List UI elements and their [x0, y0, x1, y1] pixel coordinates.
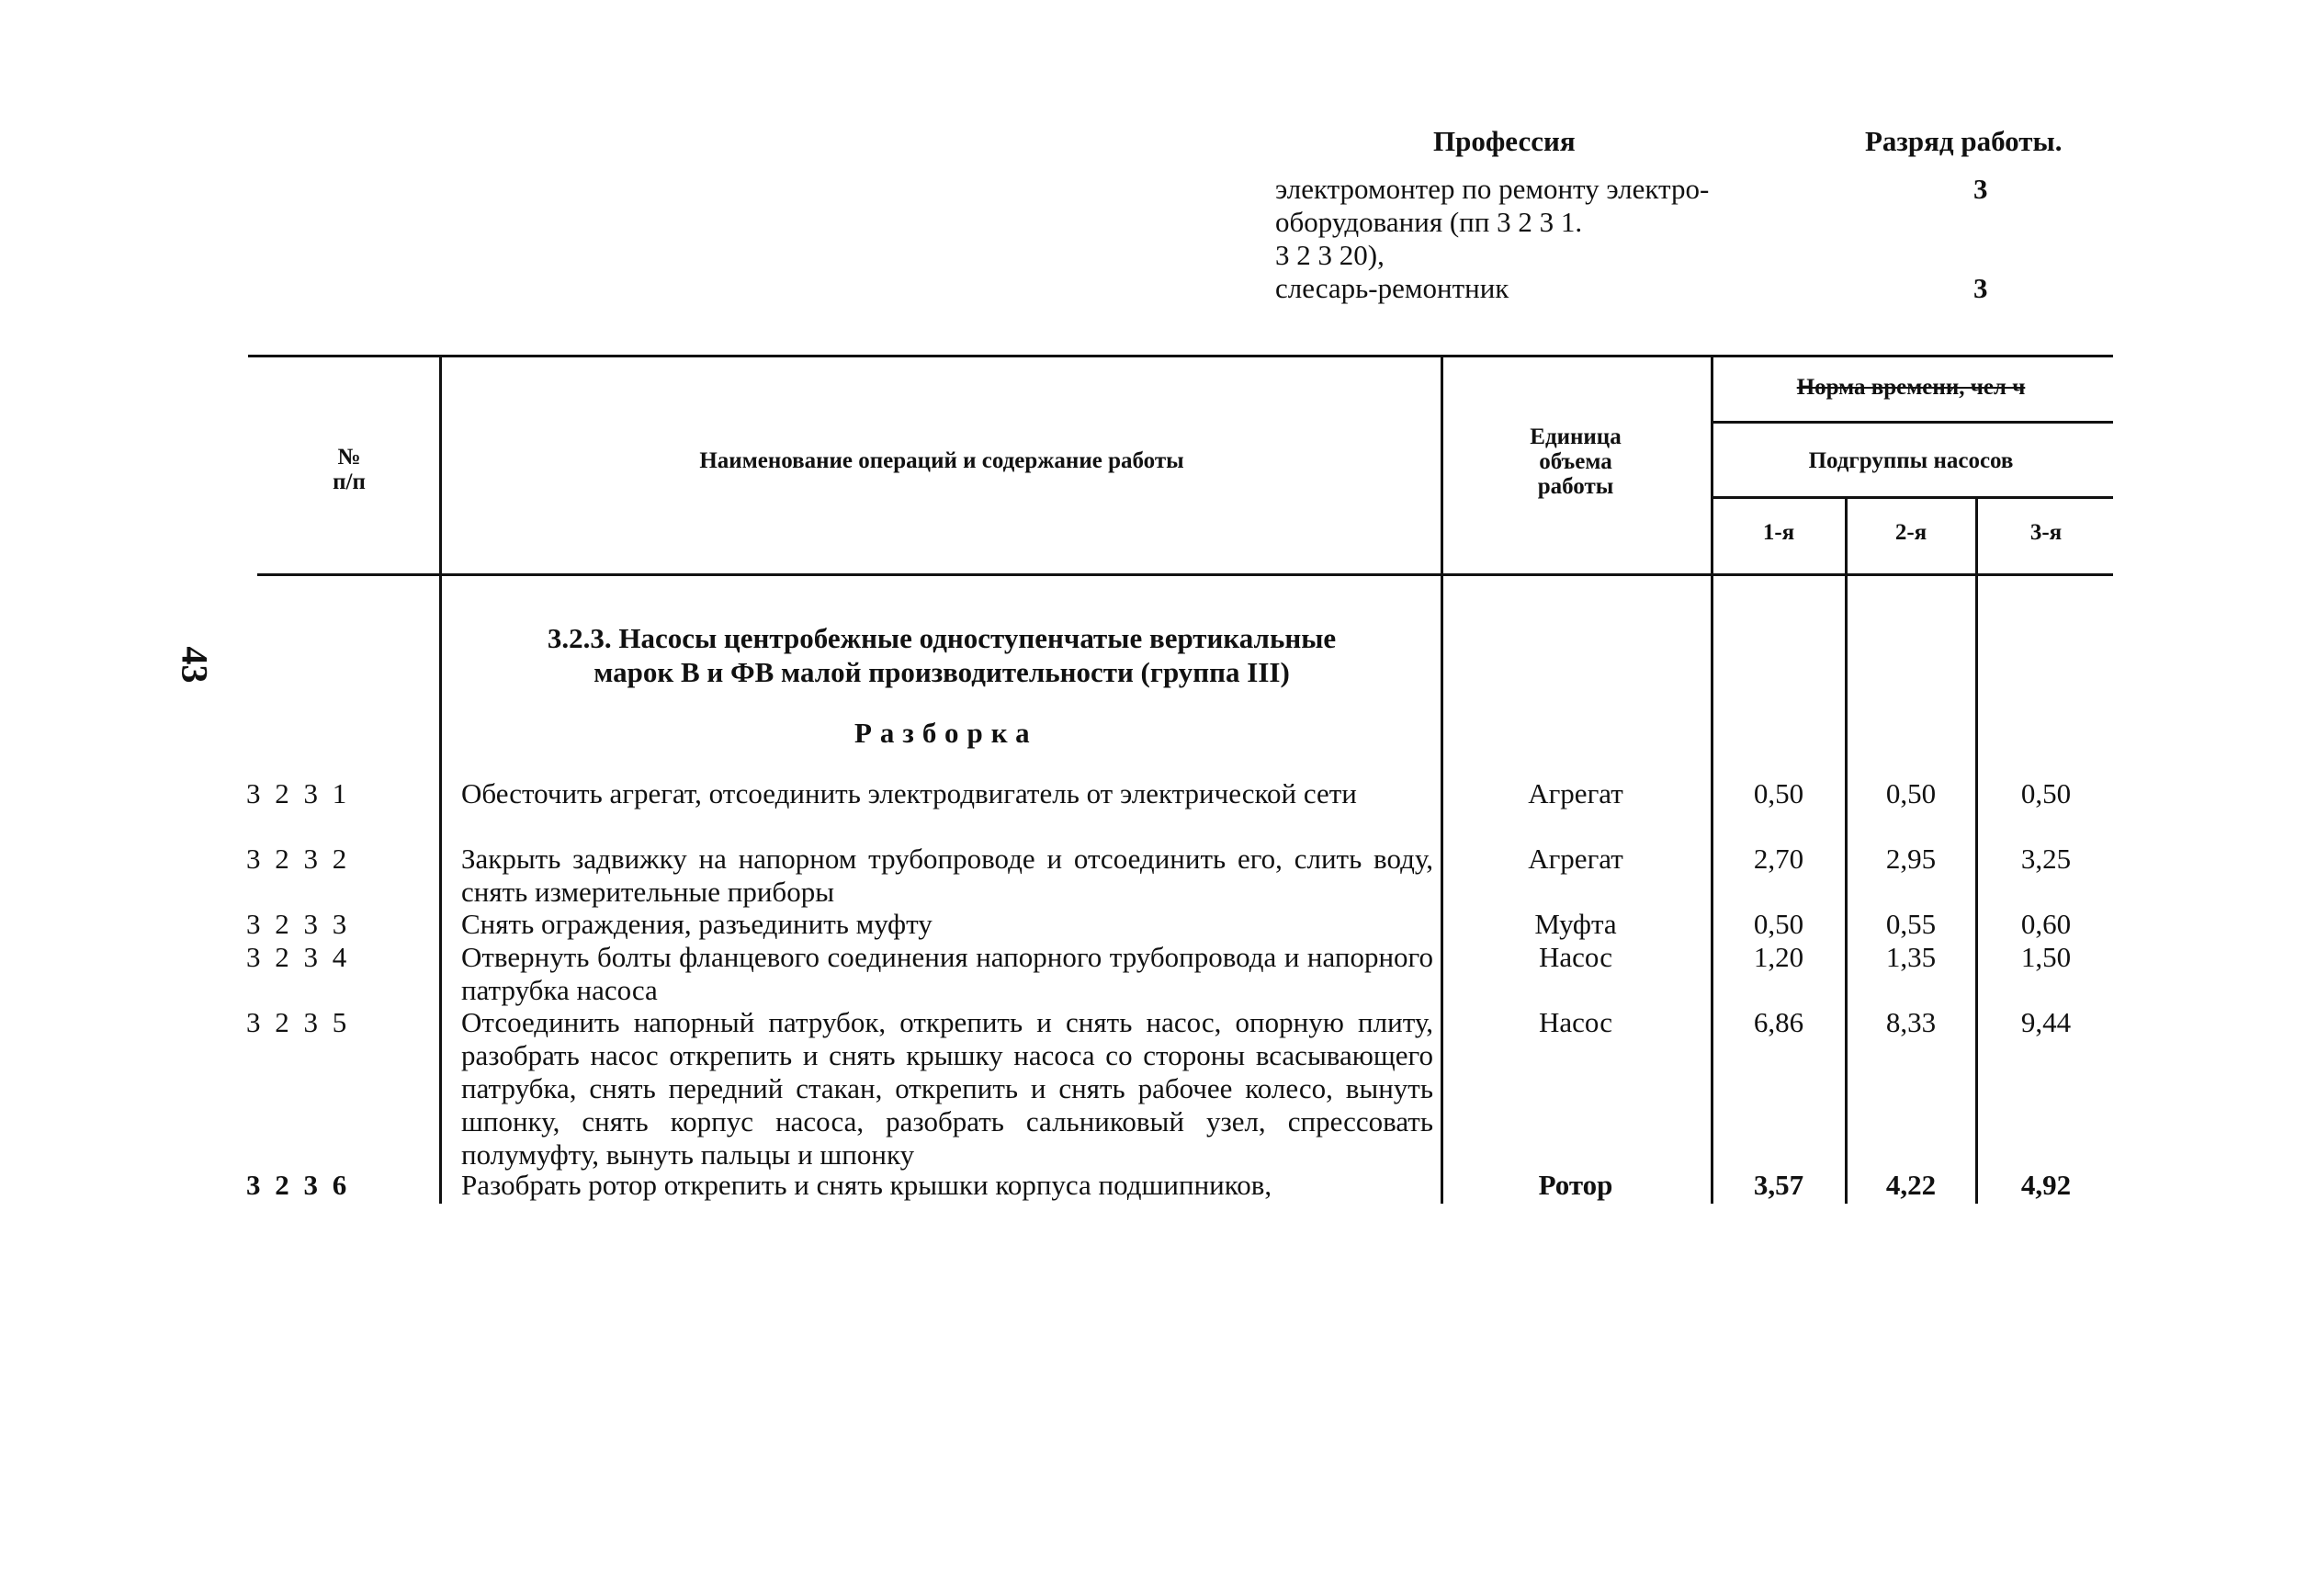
profession-name-line: оборудования (пп 3 2 3 1.: [1275, 206, 1583, 238]
header-operation: Наименование операций и содержание работы: [699, 448, 1184, 473]
row-desc: Снять ограждения, разъединить муфту: [461, 908, 933, 940]
col-divider-sub2: [1975, 498, 1978, 1204]
row-value-sub2: 1,35: [1885, 941, 1937, 973]
table-top-border: [248, 355, 2113, 357]
row-value-sub3: 4,92: [2020, 1169, 2072, 1201]
row-desc: Отвернуть болты фланцевого соединения напорного трубопровода и напорного патрубка насоса: [461, 941, 1433, 1006]
grade-header: Разряд работы.: [1865, 125, 2063, 157]
row-unit: Муфта: [1534, 908, 1617, 940]
row-value-sub3: 9,44: [2020, 1006, 2072, 1038]
profession-name-line: электромонтер по ремонту электро-: [1275, 173, 1710, 205]
col-divider-desc: [1441, 357, 1443, 1204]
header-unit-line: объема: [1539, 449, 1612, 474]
header-sub3: 3-я: [2029, 520, 2063, 545]
header-unit-line: Единица: [1530, 424, 1622, 449]
row-unit: Агрегат: [1528, 777, 1623, 809]
col-divider-sub1: [1845, 498, 1848, 1204]
header-unit-line: работы: [1537, 474, 1614, 499]
row-value-sub2: 0,50: [1885, 777, 1937, 809]
row-value-sub1: 6,86: [1753, 1006, 1804, 1038]
profession-header: Профессия: [1433, 125, 1576, 157]
row-value-sub3: 0,60: [2020, 908, 2072, 940]
profession-name-line: 3 2 3 20),: [1275, 239, 1385, 271]
profession-grade-2: 3: [1973, 272, 1988, 304]
row-value-sub1: 0,50: [1753, 777, 1804, 809]
header-subgroups: Подгруппы насосов: [1808, 448, 2014, 473]
row-value-sub2: 2,95: [1885, 843, 1937, 875]
header-bottom-border: [257, 573, 2113, 576]
row-desc: Закрыть задвижку на напорном трубопроводе и отсоединить его, слить воду, снять измерительные приборы: [461, 843, 1433, 908]
section-title-line: марок В и ФВ малой производительности (группа III): [593, 656, 1290, 688]
subsection-title: Разборка: [854, 717, 1038, 749]
row-value-sub1: 3,57: [1753, 1169, 1804, 1201]
row-unit: Агрегат: [1528, 843, 1623, 875]
row-unit: Насос: [1539, 1006, 1612, 1038]
profession-name-2: [1275, 272, 1509, 305]
row-num: 3 2 3 6: [246, 1169, 351, 1201]
row-value-sub3: 0,50: [2020, 777, 2072, 809]
subgroup-divider: [1711, 496, 2113, 499]
row-value-sub3: 3,25: [2020, 843, 2072, 875]
section-title-line: 3.2.3. Насосы центробежные одноступенчатые вертикальные: [547, 622, 1337, 654]
row-value-sub1: 2,70: [1753, 843, 1804, 875]
page-number: 43: [174, 646, 216, 684]
header-sub2: 2-я: [1894, 520, 1927, 545]
row-desc: Разобрать ротор открепить и снять крышки корпуса подшипников,: [461, 1169, 1272, 1201]
row-value-sub3: 1,50: [2020, 941, 2072, 973]
row-num: 3 2 3 4: [246, 941, 351, 973]
header-num-symbol: №: [337, 445, 361, 470]
profession-name-line: слесарь-ремонтник: [1275, 272, 1509, 304]
row-num: 3 2 3 5: [246, 1006, 351, 1038]
profession-grade-1: 3: [1973, 173, 1988, 205]
col-divider-unit: [1711, 357, 1713, 1204]
row-num: 3 2 3 1: [246, 777, 351, 809]
row-value-sub1: 0,50: [1753, 908, 1804, 940]
row-unit: Насос: [1539, 941, 1612, 973]
row-desc: Обесточить агрегат, отсоединить электродвигатель от электрической сети: [461, 777, 1357, 809]
header-num-label: п/п: [333, 470, 366, 494]
row-value-sub2: 0,55: [1885, 908, 1937, 940]
section-title: [450, 621, 1433, 689]
profession-name-1: [1275, 173, 1709, 272]
row-desc: Отсоединить напорный патрубок, открепить и снять насос, опорную плиту, разобрать насос открепить и снять крышку насоса со стороны всасывающего патрубка, снять передний стакан, открепить и снять рабочее колесо, вынуть шпонку, снять корпус насоса, разобрать сальниковый узел, спрессовать полумуфту, вынуть пальцы и шпонку: [461, 1006, 1433, 1171]
header-unit: [1452, 424, 1700, 499]
header-norm: Норма времени, чел ч: [1796, 375, 2026, 400]
row-value-sub2: 4,22: [1885, 1169, 1937, 1201]
header-num: [276, 445, 423, 494]
row-value-sub1: 1,20: [1753, 941, 1804, 973]
row-num: 3 2 3 3: [246, 908, 351, 940]
row-num: 3 2 3 2: [246, 843, 351, 875]
header-sub1: 1-я: [1762, 520, 1795, 545]
col-divider-num: [439, 357, 442, 1204]
norm-divider: [1711, 421, 2113, 424]
row-unit: Ротор: [1538, 1169, 1613, 1201]
row-value-sub2: 8,33: [1885, 1006, 1937, 1038]
